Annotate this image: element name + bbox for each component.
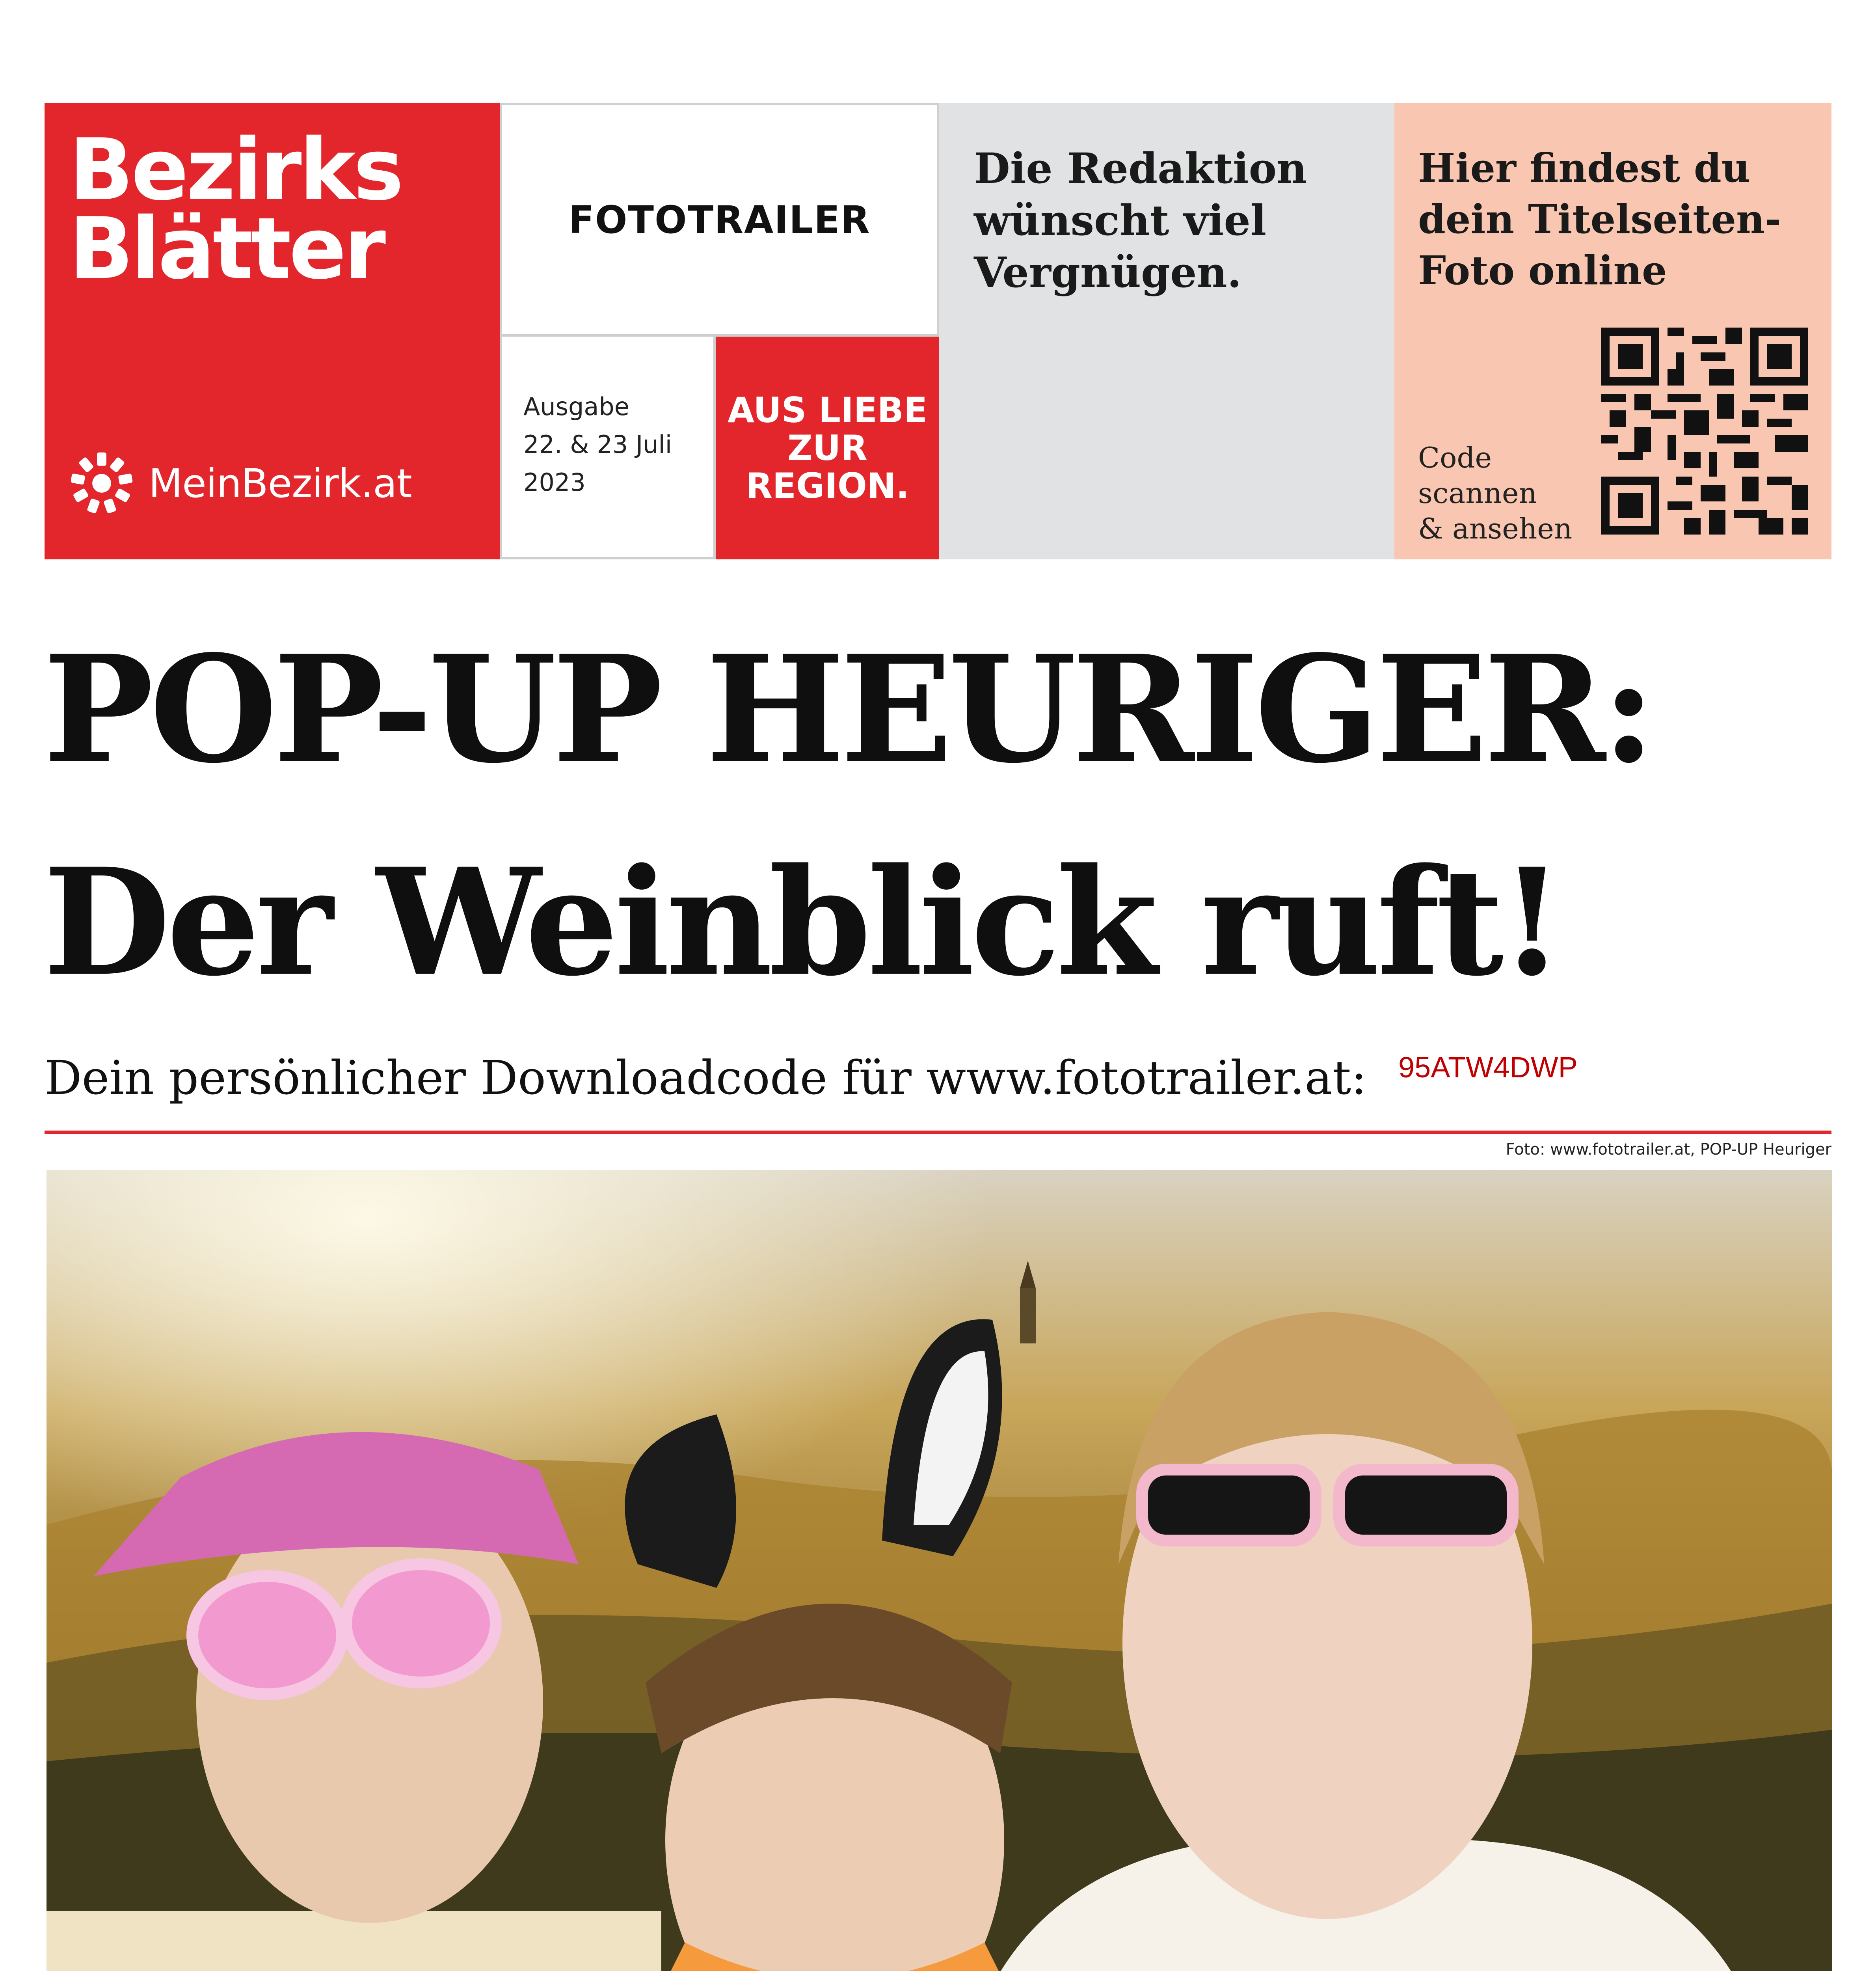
redaktion-panel [939, 103, 1394, 559]
section-label: FOTOTRAILER [568, 197, 871, 242]
slogan-panel [716, 337, 939, 559]
brand-title: Bezirks Blätter [69, 120, 402, 298]
section-label-panel [500, 103, 939, 337]
download-instruction: Dein persönlicher Downloadcode für www.fototrailer.at: [45, 1051, 1367, 1105]
group-portrait-image [47, 1170, 1832, 1971]
brand-web-logo[interactable] [68, 450, 412, 517]
sun-logo-icon [68, 450, 135, 517]
qr-headline: Hier findest du dein Titelseiten- Foto online [1418, 145, 1781, 294]
redaktion-message: Die Redaktion wünscht viel Vergnügen. [974, 143, 1307, 297]
issue-date: Ausgabe 22. & 23 Juli 2023 [523, 392, 672, 497]
qr-caption: Code scannen & ansehen [1418, 441, 1573, 545]
qr-code-icon[interactable] [1601, 328, 1808, 535]
qr-panel [1394, 103, 1831, 559]
cover-photo [47, 1170, 1832, 1971]
issue-panel [500, 337, 716, 559]
photo-credit: Foto: www.fototrailer.at, POP-UP Heuriger [1506, 1140, 1831, 1159]
divider [45, 1131, 1831, 1134]
brand-web-label: MeinBezirk.at [149, 460, 412, 507]
page-headline: POP-UP HEURIGER: Der Weinblick ruft! [43, 623, 1652, 1008]
brand-logo-panel [45, 103, 500, 559]
slogan: AUS LIEBE ZUR REGION. [728, 389, 927, 506]
download-code[interactable]: 95ATW4DWP [1398, 1051, 1578, 1084]
